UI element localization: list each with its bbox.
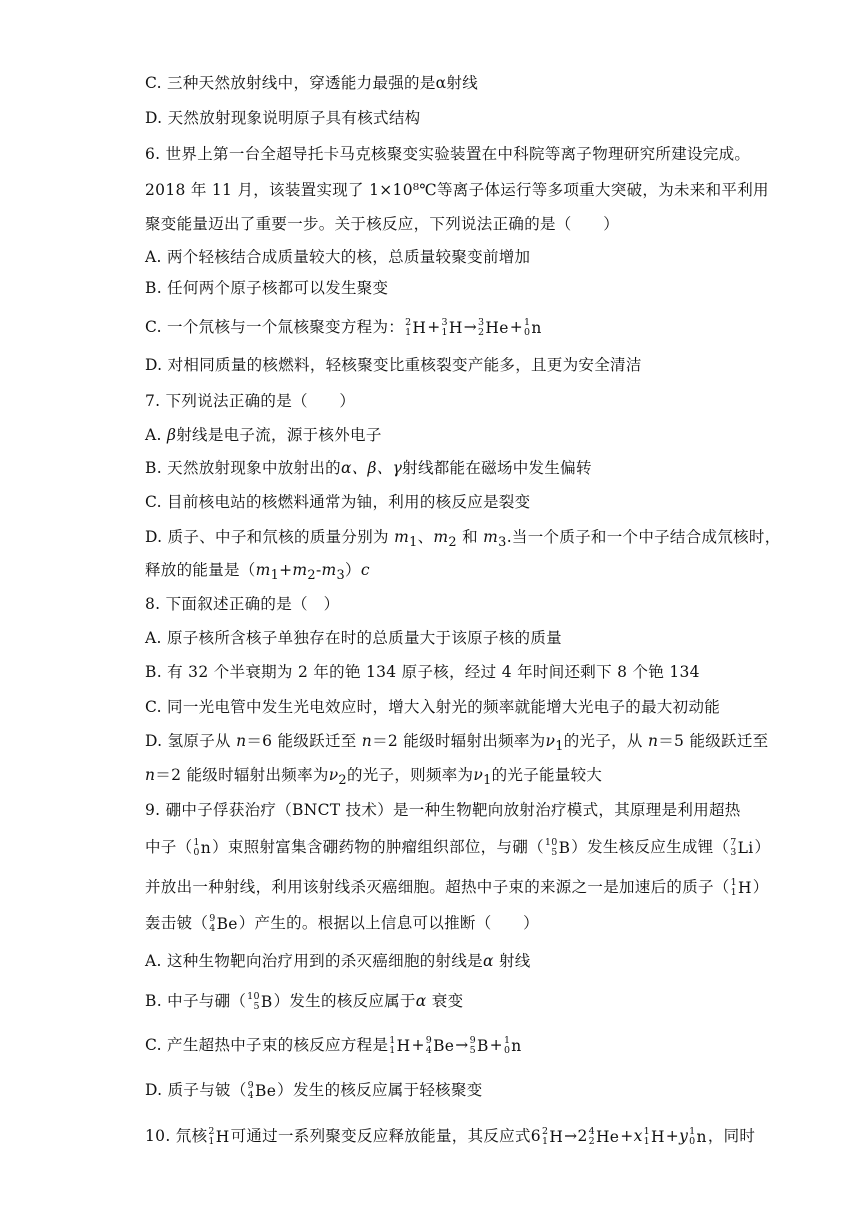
option-d-q7-line-2: 释放的能量是$(m_1+m_2-m_3)c$ [145, 561, 370, 584]
question-8: 8. 下面叙述正确的是（ ） [145, 595, 340, 613]
option-c-q7: C. 目前核电站的核燃料通常为铀，利用的核反应是裂变 [145, 493, 531, 511]
option-c-q6: C. 一个氘核与一个氚核聚变方程为： 2 1 H+ 3 1 H→ 3 2 He+ 1 0 n [145, 317, 542, 338]
nuclide-b10: 10 5 B [544, 837, 571, 858]
nuclide-h2: 2 1 H [405, 317, 427, 338]
option-d-q8-line-2: n＝2 能级时辐射出频率为$\nu_2$的光子，则频率为$\nu_1$的光子能量较大 [145, 766, 603, 789]
nuclide-n: 1 0 n [503, 1035, 522, 1056]
option-c-q9: C. 产生超热中子束的核反应方程是 1 1 H+ 9 4 Be→ 9 5 B+ 1 0 n [145, 1035, 522, 1056]
option-d-q9: D. 质子与铍（ 9 4 Be）发生的核反应属于轻核聚变 [145, 1080, 483, 1101]
nuclide-h2: 2 1 H [208, 1126, 230, 1147]
question-7: 7. 下列说法正确的是（ ） [145, 392, 356, 410]
nuclide-b10: 10 5 B [247, 991, 273, 1012]
option-d-q6: D. 对相同质量的核燃料，轻核聚变比重核裂变产能多，且更为安全清洁 [145, 356, 642, 374]
question-6-line-1: 6. 世界上第一台全超导托卡马克核聚变实验装置在中科院等离子物理研究所建设完成。 [145, 145, 751, 163]
nuclide-n: 1 0 n [523, 317, 542, 338]
question-9-line-3: 并放出一种射线，利用该射线杀灭癌细胞。超热中子束的来源之一是加速后的质子（ 1 1 H） [145, 877, 769, 898]
nuclide-n: 1 0 n [689, 1126, 707, 1147]
option-a-q8: A. 原子核所含核子单独存在时的总质量大于该原子核的质量 [145, 629, 562, 647]
question-9-line-1: 9. 硼中子俘获治疗（BNCT 技术）是一种生物靶向放射治疗模式，其原理是利用超热 [145, 801, 741, 819]
nuclide-h1: 1 1 H [643, 1126, 665, 1147]
option-b-q7: B. 天然放射现象中放射出的α、β、γ射线都能在磁场中发生偏转 [145, 459, 592, 477]
nuclide-be9: 9 4 Be [425, 1035, 455, 1056]
nuclide-h2: 2 1 H [541, 1126, 564, 1147]
question-9-line-4: 轰击铍（ 9 4 Be）产生的。根据以上信息可以推断（ ） [145, 913, 539, 934]
nuclide-b9: 9 5 B [469, 1035, 489, 1056]
option-d-q7-line-1: D. 质子、中子和氘核的质量分别为 $m_1$、$m_2$ 和 $m_3$.当一个质子和一个中子结合成氘核时， [145, 528, 781, 551]
option-c-q8: C. 同一光电管中发生光电效应时，增大入射光的频率就能增大光电子的最大初动能 [145, 698, 721, 716]
option-b-q6: B. 任何两个原子核都可以发生聚变 [145, 279, 389, 297]
nuclide-li7: 7 3 Li [730, 837, 754, 858]
option-d-q8-line-1: D. 氢原子从 n＝6 能级跃迁至 n＝2 能级时辐射出频率为$\nu_1$的光子，从 n＝5 能级跃迁至 [145, 732, 769, 755]
option-d-q5: D. 天然放射现象说明原子具有核式结构 [145, 109, 421, 127]
nuclide-he4: 4 2 He [588, 1126, 620, 1147]
question-6-line-3: 聚变能量迈出了重要一步。关于核反应，下列说法正确的是（ ） [145, 215, 620, 233]
nuclide-h1: 1 1 H [730, 877, 752, 898]
question-10-line-1: 10. 氘核 2 1 H可通过一系列聚变反应释放能量，其反应式6 2 1 H→2 4 2 He+x 1 1 H+y 1 0 n，同时 [145, 1126, 756, 1147]
option-a-q7: A. β射线是电子流，源于核外电子 [145, 426, 382, 444]
option-b-q9: B. 中子与硼（ 10 5 B）发生的核反应属于α 衰变 [145, 991, 464, 1012]
option-a-q9: A. 这种生物靶向治疗用到的杀灭癌细胞的射线是α 射线 [145, 952, 531, 970]
nuclide-he3: 3 2 He [478, 317, 509, 338]
option-c-q5: C. 三种天然放射线中，穿透能力最强的是α射线 [145, 74, 479, 92]
option-b-q8: B. 有 32 个半衰期为 2 年的铯 134 原子核，经过 4 年时间还剩下 8 个铯 134 [145, 663, 700, 681]
question-6-line-2: 2018 年 11 月，该装置实现了 1×10⁸℃等离子体运行等多项重大突破，为未来和平利用 [145, 181, 769, 199]
nuclide-be9: 9 4 Be [209, 913, 238, 934]
option-a-q6: A. 两个轻核结合成质量较大的核，总质量较聚变前增加 [145, 248, 531, 266]
nuclide-h3: 3 1 H [441, 317, 463, 338]
nuclide-n: 1 0 n [193, 837, 212, 858]
question-9-line-2: 中子（ 1 0 n）束照射富集含硼药物的肿瘤组织部位，与硼（ 10 5 B）发生核反应生成锂（ 7 3 Li） [145, 837, 771, 858]
nuclide-be9: 9 4 Be [247, 1080, 277, 1101]
nuclide-h1: 1 1 H [389, 1035, 411, 1056]
